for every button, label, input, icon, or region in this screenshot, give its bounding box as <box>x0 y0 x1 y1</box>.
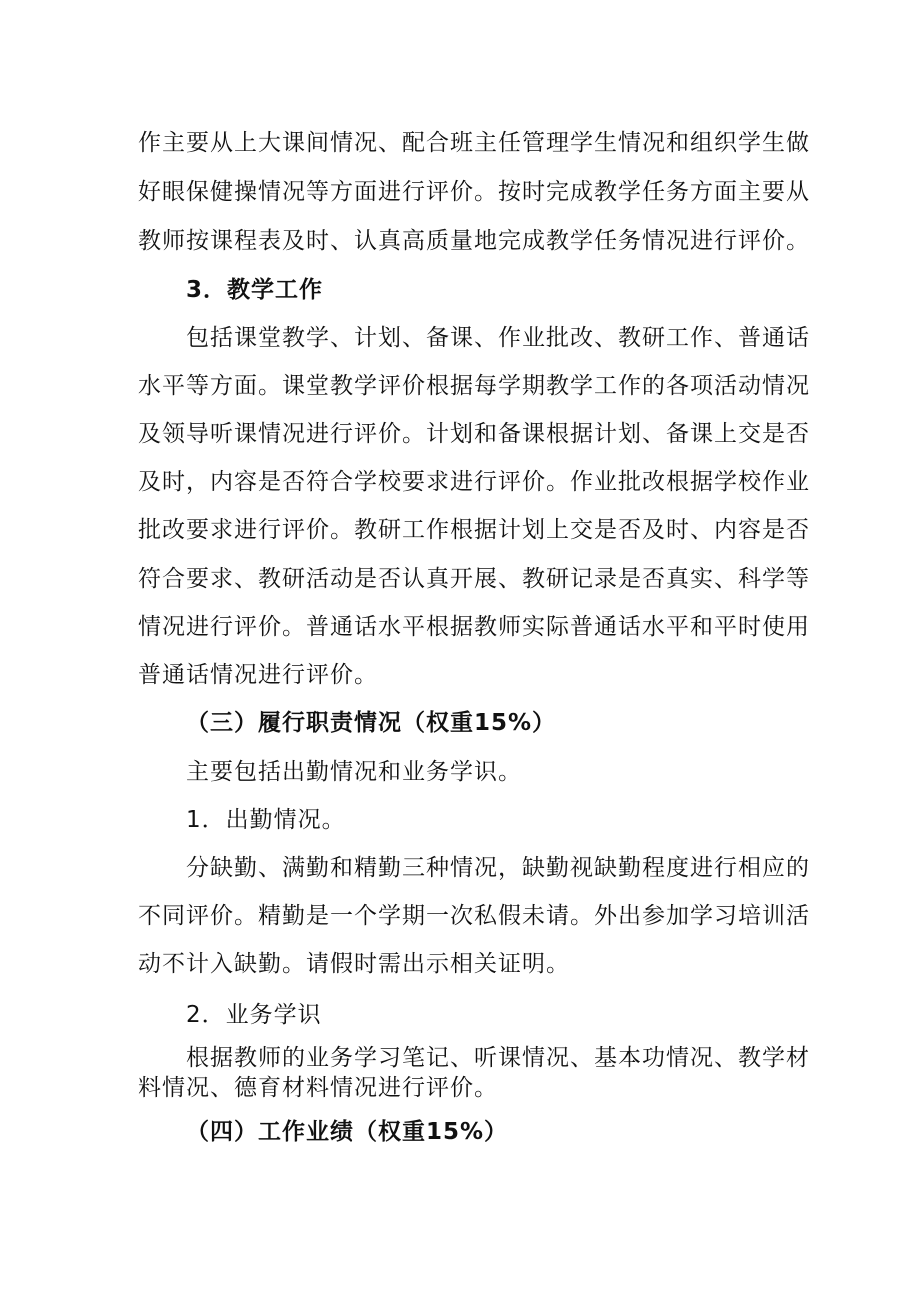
text-line: 作主要从上大课间情况、配合班主任管理学生情况和组织学生做 <box>138 130 810 156</box>
section-heading-teaching: 3．教学工作 <box>186 277 324 303</box>
text-line: 根据教师的业务学习笔记、听课情况、基本功情况、教学材 <box>186 1045 810 1071</box>
text-line: 普通话情况进行评价。 <box>138 662 378 688</box>
text-line: 不同评价。精勤是一个学期一次私假未请。外出参加学习培训活 <box>138 903 810 929</box>
subheading-knowledge: 2．业务学识 <box>186 1002 322 1028</box>
text-line: 好眼保健操情况等方面进行评价。按时完成教学任务方面主要从 <box>138 179 810 205</box>
text-line: 料情况、德育材料情况进行评价。 <box>138 1075 498 1101</box>
text-line: 符合要求、教研活动是否认真开展、教研记录是否真实、科学等 <box>138 566 810 592</box>
text-line: 教师按课程表及时、认真高质量地完成教学任务情况进行评价。 <box>138 228 810 254</box>
text-line: 及领导听课情况进行评价。计划和备课根据计划、备课上交是否 <box>138 421 810 447</box>
section-heading-performance: （四）工作业绩（权重15%） <box>186 1119 509 1145</box>
section-heading-duty: （三）履行职责情况（权重15%） <box>186 710 557 736</box>
text-line: 批改要求进行评价。教研工作根据计划上交是否及时、内容是否 <box>138 517 810 543</box>
text-line: 主要包括出勤情况和业务学识。 <box>186 759 522 785</box>
text-line: 水平等方面。课堂教学评价根据每学期教学工作的各项活动情况 <box>138 373 810 399</box>
text-line: 及时，内容是否符合学校要求进行评价。作业批改根据学校作业 <box>138 469 810 495</box>
subheading-attendance: 1．出勤情况。 <box>186 807 346 833</box>
text-line: 动不计入缺勤。请假时需出示相关证明。 <box>138 951 570 977</box>
text-line: 情况进行评价。普通话水平根据教师实际普通话水平和平时使用 <box>138 614 810 640</box>
text-line: 分缺勤、满勤和精勤三种情况，缺勤视缺勤程度进行相应的 <box>186 855 810 881</box>
text-line: 包括课堂教学、计划、备课、作业批改、教研工作、普通话 <box>186 325 810 351</box>
